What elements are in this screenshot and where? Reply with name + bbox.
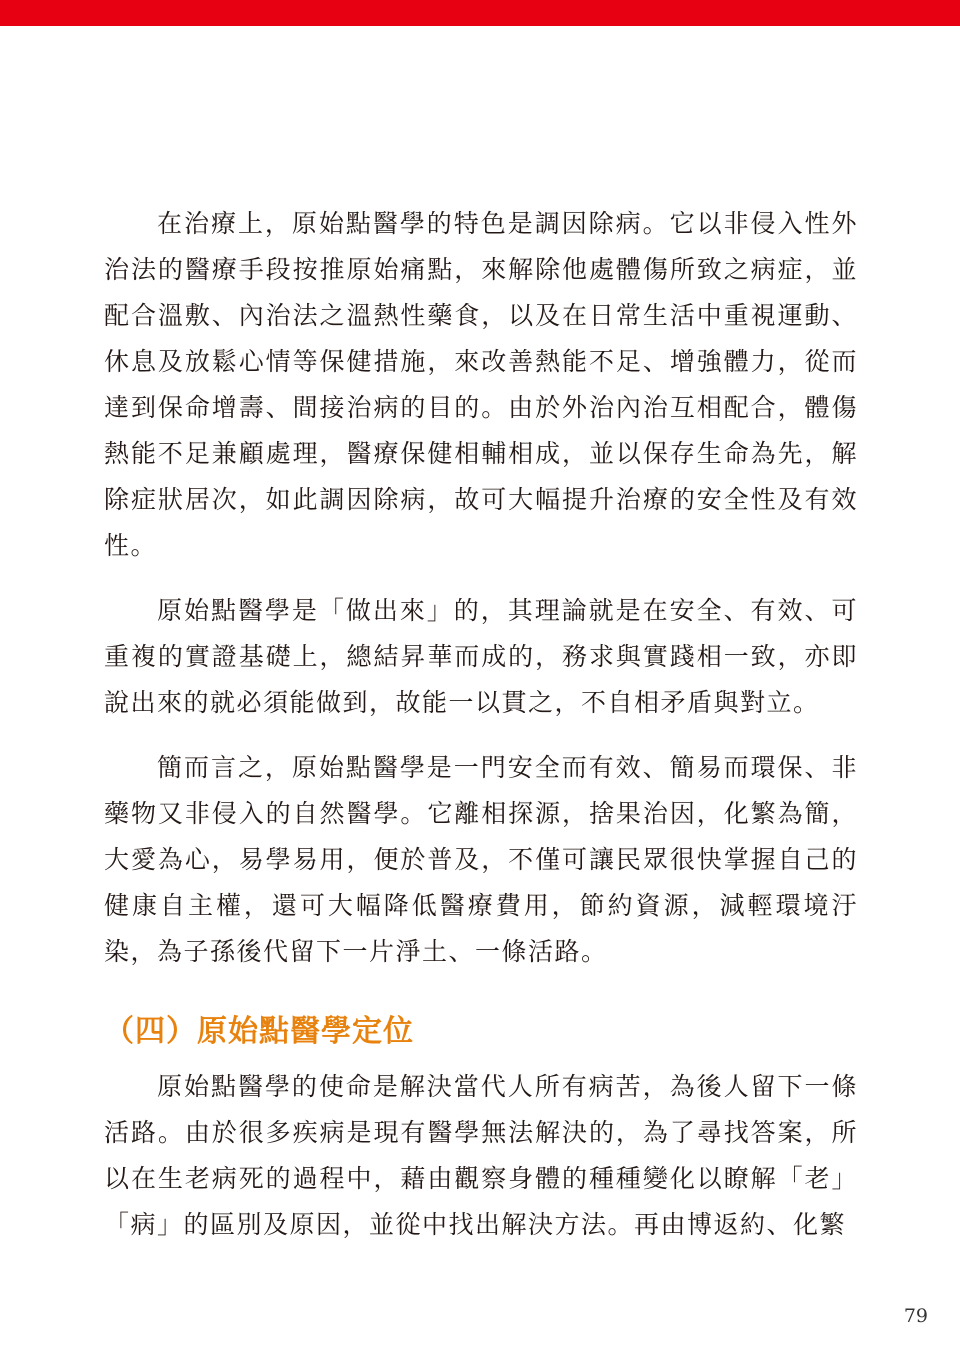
paragraph-2: 原始點醫學是「做出來」的，其理論就是在安全、有效、可重複的實證基礎上，總結昇華而成的，務求與實踐相一致，亦即說出來的就必須能做到，故能一以貫之，不自相矛盾與對立。 [104,596,858,717]
top-red-bar [0,0,960,26]
paragraph-1: 在治療上，原始點醫學的特色是調因除病。它以非侵入性外治法的醫療手段按推原始痛點，來解除他處體傷所致之病症，並配合溫敷、內治法之溫熱性藥食，以及在日常生活中重視運動、休息及放鬆心情等保健措施，來改善熱能不足、增強體力，從而達到保命增壽、間接治病的目的。由於外治內治互相配合，體傷熱能不足兼顧處理，醫療保健相輔相成，並以保存生命為先，解除症狀居次，如此調因除病，故可大幅提升治療的安全性及有效性。 [104,209,858,560]
page-number: 79 [903,1305,928,1327]
section-paragraph: 原始點醫學的使命是解決當代人所有病苦，為後人留下一條活路。由於很多疾病是現有醫學無法解決的，為了尋找答案，所以在生老病死的過程中，藉由觀察身體的種種變化以瞭解「老」「病」的區別及原因，並從中找出解決方法。再由博返約、化繁 [104,1072,858,1239]
paragraph-3: 簡而言之，原始點醫學是一門安全而有效、簡易而環保、非藥物又非侵入的自然醫學。它離相探源，捨果治因，化繁為簡，大愛為心，易學易用，便於普及，不僅可讓民眾很快掌握自己的健康自主權，還可大幅降低醫療費用，節約資源，減輕環境汙染，為子孫後代留下一片淨土、一條活路。 [104,753,858,966]
section-heading: （四）原始點醫學定位 [104,1014,414,1049]
page-content [104,201,858,1267]
